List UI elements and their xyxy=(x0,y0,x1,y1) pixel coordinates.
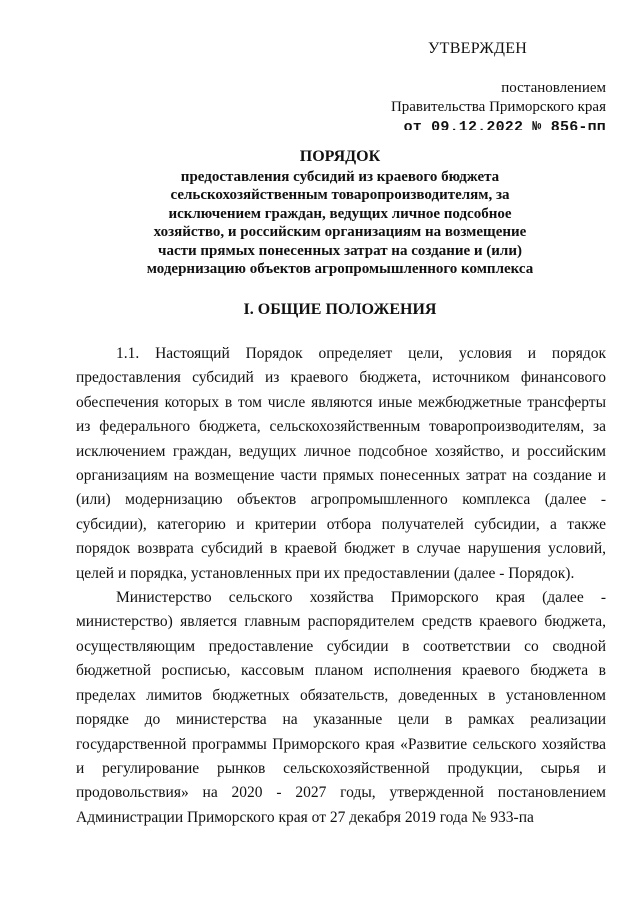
paragraph-1: 1.1. Настоящий Порядок определяет цели, условия и порядок предоставления субсидий из краевого бюджета, источником финансового обеспечения которых в том числе являются иные межбюджетные трансферты из федерального бюджета, сельскохозяйственным товаропроизводителям, за исключением граждан, ведущих личное подсобное хозяйство, и российским организациям на возмещение части прямых понесенных затрат на создание и (или) модернизацию объектов агропромышленного комплекса (далее - субсидии), категорию и критерии отбора получателей субсидии, а также порядок возврата субсидий в краевой бюджет в случае нарушения условий, целей и порядка, установленных при их предоставлении (далее - Порядок). xyxy=(76,345,606,582)
title-line: сельскохозяйственным товаропроизводителям, за xyxy=(170,187,510,203)
title-line: модернизацию объектов агропромышленного комплекса xyxy=(146,261,534,277)
decree-reference xyxy=(366,79,606,130)
document-title xyxy=(100,148,580,279)
title-line: исключением граждан, ведущих личное подсобное xyxy=(168,205,512,222)
paragraph-2: Министерство сельского хозяйства Приморского края (далее - министерство) является главным распорядителем средств краевого бюджета, осуществляющим предоставление субсидии в соответствии со сводной бюджетной росписью, кассовым планом исполнения краевого бюджета в пределах лимитов бюджетных обязательств, доведенных в установленном порядке до министерства на указанные цели в рамках реализации государственной программы Приморского края «Развитие сельского хозяйства и регулирование рынков сельскохозяйственной продукции, сырья и продовольствия» на 2020 - 2027 годы, утвержденной постановлением Администрации Приморского края от 27 декабря 2019 года № 933-па xyxy=(76,589,606,826)
document-body xyxy=(76,342,606,830)
title-main: ПОРЯДОК xyxy=(299,148,381,165)
section-heading: I. ОБЩИЕ ПОЛОЖЕНИЯ xyxy=(243,301,437,318)
decree-line-1: постановлением xyxy=(501,80,606,96)
decree-line-2: Правительства Приморского края xyxy=(390,99,606,115)
decree-date-stamp: от 09.12.2022 № 856-пп xyxy=(403,119,606,130)
title-line: части прямых понесенных затрат на создание и (или) xyxy=(158,242,522,259)
title-line: предоставления субсидий из краевого бюджета xyxy=(180,168,500,185)
approved-label: УТВЕРЖДЕН xyxy=(428,40,528,57)
title-line: хозяйство, и российским организациям на возмещение xyxy=(153,224,527,240)
